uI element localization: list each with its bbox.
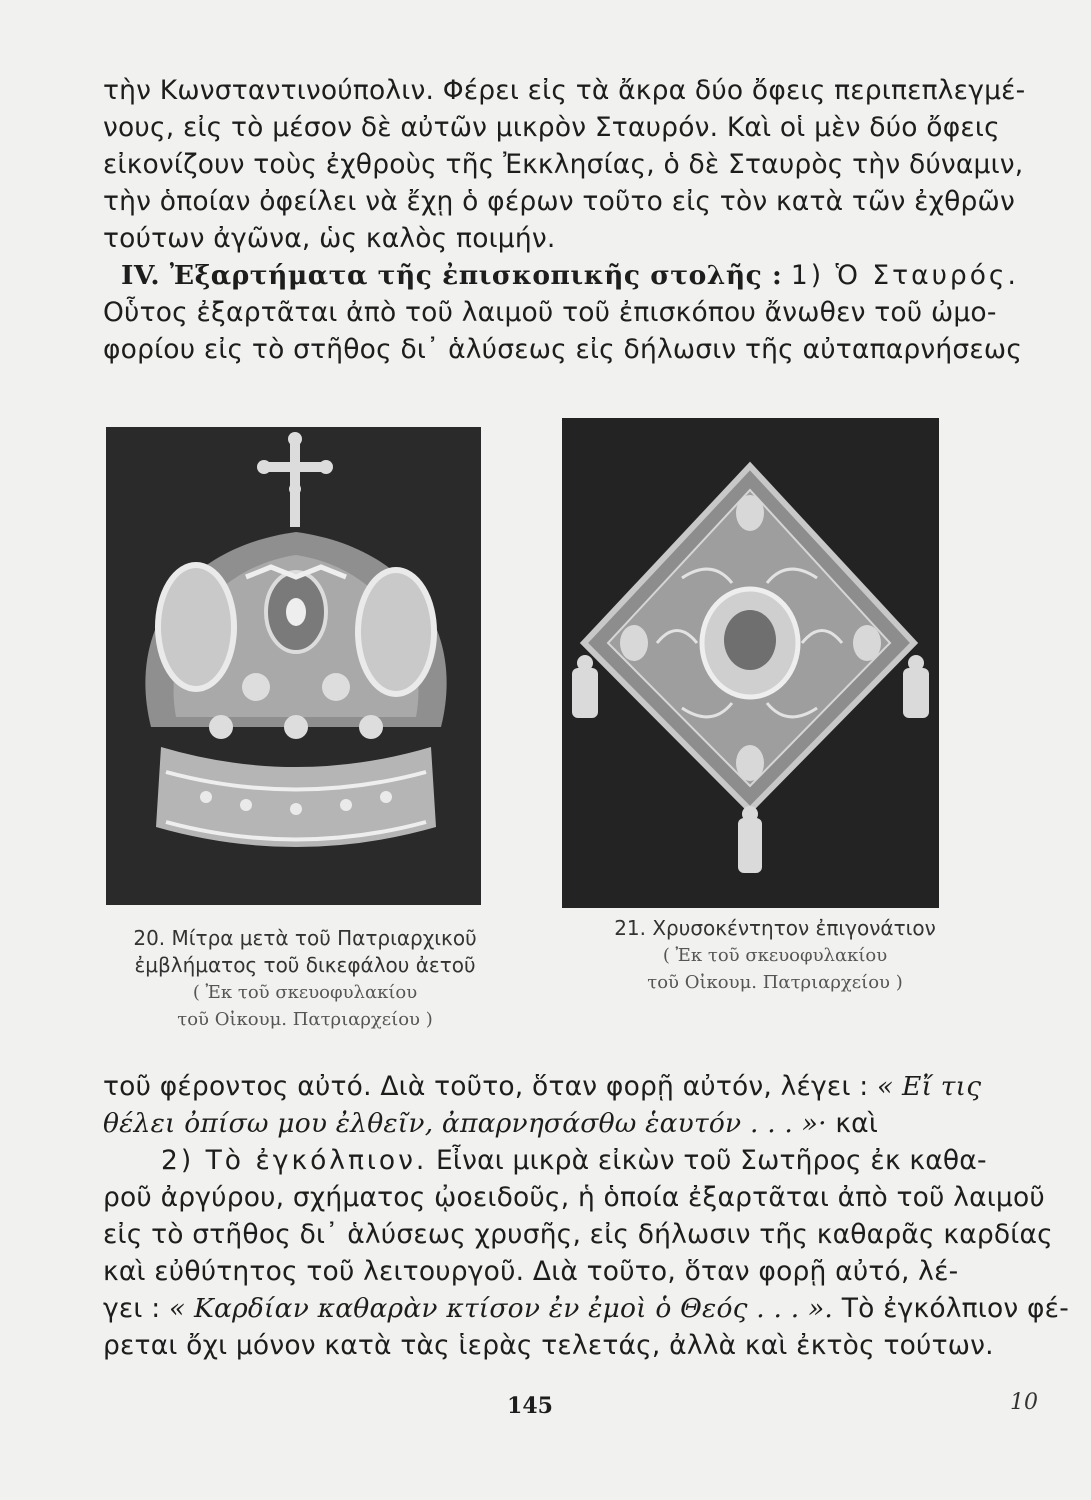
quote-run: « Καρδίαν καθαρὰν κτίσον ἐν ἐμοὶ ὁ Θεός . . . ». — [168, 1293, 834, 1324]
text-line: τὴν ὁποίαν ὀφείλει νὰ ἔχῃ ὁ φέρων τοῦτο εἰς τὸν κατὰ τῶν ἐχθρῶν — [103, 186, 1015, 217]
text-line: τὴν Κωνσταντινούπολιν. Φέρει εἰς τὰ ἄκρα δύο ὄφεις περιπεπλεγμέ- — [103, 75, 1026, 106]
text-run: καὶ — [835, 1108, 879, 1139]
text-line: εἰς τὸ στῆθος δι᾽ ἁλύσεως χρυσῆς, εἰς δήλωσιν τῆς καθαρᾶς καρδίας — [103, 1219, 1053, 1250]
text-run: τοῦ φέροντος αὐτό. Διὰ τοῦτο, ὅταν φορῇ αὐτόν, λέγει : — [103, 1071, 869, 1102]
caption-line: 20. Μίτρα μετὰ τοῦ Πατριαρχικοῦ — [133, 926, 477, 950]
text-line: νους, εἰς τὸ μέσον δὲ αὐτῶν μικρὸν Σταυρόν. Καὶ οἱ μὲν δύο ὄφεις — [103, 112, 1000, 143]
section-heading-line — [103, 257, 1019, 294]
caption-source: ( Ἐκ τοῦ σκευοφυλακίου — [192, 982, 418, 1003]
quote-run: « Εἴ τις — [877, 1071, 982, 1102]
text-line: εἰκονίζουν τοὺς ἐχθροὺς τῆς Ἐκκλησίας, ὁ δὲ Σταυρὸς τὴν δύναμιν, — [103, 149, 1024, 180]
mitre-photo — [106, 427, 481, 905]
item-title-encolpion: 2) Τὸ ἐγκόλπιον. — [161, 1145, 428, 1176]
epigonation-illustration — [562, 418, 939, 908]
caption-source: ( Ἐκ τοῦ σκευοφυλακίου — [662, 945, 888, 966]
top-paragraph — [103, 72, 1026, 368]
caption-line: 21. Χρυσοκέντητον ἐπιγονάτιον — [614, 916, 936, 940]
caption-source: τοῦ Οἰκουμ. Πατριαρχείου ) — [647, 972, 903, 993]
signature-mark: 10 — [1010, 1390, 1038, 1415]
figure-21-caption — [580, 915, 970, 996]
caption-line: ἐμβλήματος τοῦ δικεφάλου ἀετοῦ — [134, 953, 476, 977]
quote-run: θέλει ὀπίσω μου ἐλθεῖν, ἀπαρνησάσθω ἑαυτόν . . . »· — [103, 1108, 827, 1139]
page-number: 145 — [507, 1393, 553, 1419]
text-line: ροῦ ἀργύρου, σχήματος ᾠοειδοῦς, ἡ ὁποία ἐξαρτᾶται ἀπὸ τοῦ λαιμοῦ — [103, 1182, 1045, 1213]
text-line — [103, 1068, 982, 1105]
epigonation-photo — [562, 418, 939, 908]
text-line — [103, 1105, 963, 1142]
text-line: φορίου εἰς τὸ στῆθος δι᾽ ἁλύσεως εἰς δήλωσιν τῆς αὐταπαρνήσεως — [103, 334, 1023, 365]
text-run: γει : — [103, 1293, 161, 1324]
bottom-paragraph — [103, 1068, 1069, 1364]
figure-20-caption — [110, 925, 500, 1033]
item-title-cross: 1) Ὁ Σταυρός. — [790, 260, 1019, 291]
text-run: Τὸ ἐγκόλπιον φέ- — [841, 1293, 1069, 1324]
text-line: ρεται ὄχι μόνον κατὰ τὰς ἱερὰς τελετάς, ἀλλὰ καὶ ἐκτὸς τούτων. — [103, 1330, 994, 1361]
text-line — [103, 1142, 987, 1179]
text-line: καὶ εὐθύτητος τοῦ λειτουργοῦ. Διὰ τοῦτο, ὅταν φορῇ αὐτό, λέ- — [103, 1256, 959, 1287]
mitre-illustration — [106, 427, 481, 905]
text-run: Εἶναι μικρὰ εἰκὼν τοῦ Σωτῆρος ἐκ καθα- — [435, 1145, 987, 1176]
text-line — [103, 1290, 1069, 1327]
text-line: τούτων ἀγῶνα, ὡς καλὸς ποιμήν. — [103, 223, 556, 254]
caption-source: τοῦ Οἰκουμ. Πατριαρχείου ) — [177, 1009, 433, 1030]
section-heading: IV. Ἐξαρτήματα τῆς ἐπισκοπικῆς στολῆς : — [121, 260, 783, 291]
text-line: Οὗτος ἐξαρτᾶται ἀπὸ τοῦ λαιμοῦ τοῦ ἐπισκόπου ἄνωθεν τοῦ ὠμο- — [103, 297, 997, 328]
